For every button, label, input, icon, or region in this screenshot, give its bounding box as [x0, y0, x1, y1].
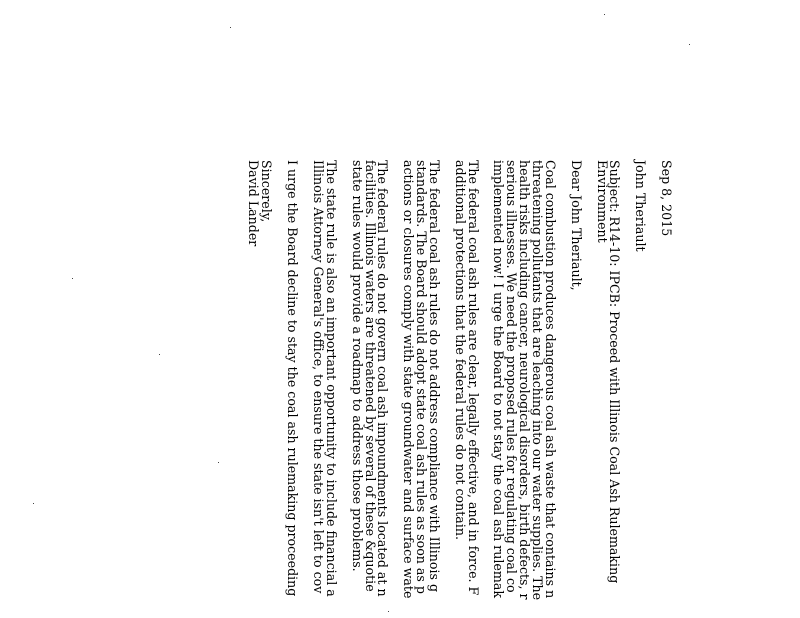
- paragraph-4-line: state rules would provide a roadmap to address those problems.: [349, 160, 365, 572]
- paragraph-4-line: facilities. Illinois waters are threatened by several of these &quotie: [362, 160, 378, 592]
- sender-name: John Theriault: [633, 160, 649, 252]
- scan-speck: [689, 44, 690, 45]
- scan-speck: [72, 278, 73, 279]
- blank-line: [388, 160, 401, 618]
- paragraph-2-line: additional protections that the federal rules do not contain.: [452, 160, 468, 540]
- closing: Sincerely,: [259, 160, 275, 223]
- subject-line: Subject: R14-10: IPCB: Proceed with Illinois Coal Ash Rulemaking: [607, 160, 623, 584]
- paragraph-4-line: The federal rules do not govern coal ash impoundments located at n: [375, 160, 391, 597]
- paragraph-2-line: The federal coal ash rules are clear, legally effective, and in force. F: [465, 160, 481, 596]
- paragraph-1-line: serious illnesses. We need the proposed rules for regulating coal co: [504, 160, 520, 593]
- scan-speck: [604, 14, 605, 15]
- blank-line: [620, 160, 633, 618]
- paragraph-1-line: health risks including cancer, neurological disorders, birth defects, r: [517, 160, 533, 600]
- paragraph-1-line: Coal combustion produces dangerous coal ash waste that contains n: [542, 160, 558, 599]
- blank-line: [646, 160, 659, 618]
- paragraph-3-line: The federal coal ash rules do not address compliance with Illinois g: [426, 160, 442, 593]
- paragraph-1-line: implemented now! I urge the Board to not stay the coal ash rulemak: [491, 160, 507, 598]
- paragraph-6-line: I urge the Board decline to stay the coal ash rulemaking proceeding: [285, 160, 301, 597]
- paragraph-5-line: Illinois Attorney General's office, to ensure the state isn't left to cov: [310, 160, 326, 594]
- scan-speck: [159, 354, 160, 355]
- signature-name: David Lander: [246, 160, 262, 247]
- blank-line: [298, 160, 311, 618]
- paragraph-3-line: actions or closures comply with state groundwater and surface wate: [401, 160, 417, 599]
- subject-line-continued: Environment: [594, 160, 610, 243]
- scan-speck: [33, 503, 34, 504]
- scan-speck: [218, 462, 219, 463]
- paragraph-5-line: The state rule is also an important opportunity to include financial a: [323, 160, 339, 597]
- paragraph-1-line: threatening pollutants that are leaching into our water supplies. The: [530, 160, 546, 601]
- scan-speck: [230, 27, 231, 28]
- paragraph-3-line: standards. The Board should adopt state coal ash rules as soon as p: [414, 160, 430, 594]
- salutation: Dear John Theriault,: [568, 160, 584, 291]
- letter-body: [246, 160, 674, 618]
- letter-date: Sep 8, 2015: [659, 160, 674, 237]
- blank-line: [272, 160, 285, 618]
